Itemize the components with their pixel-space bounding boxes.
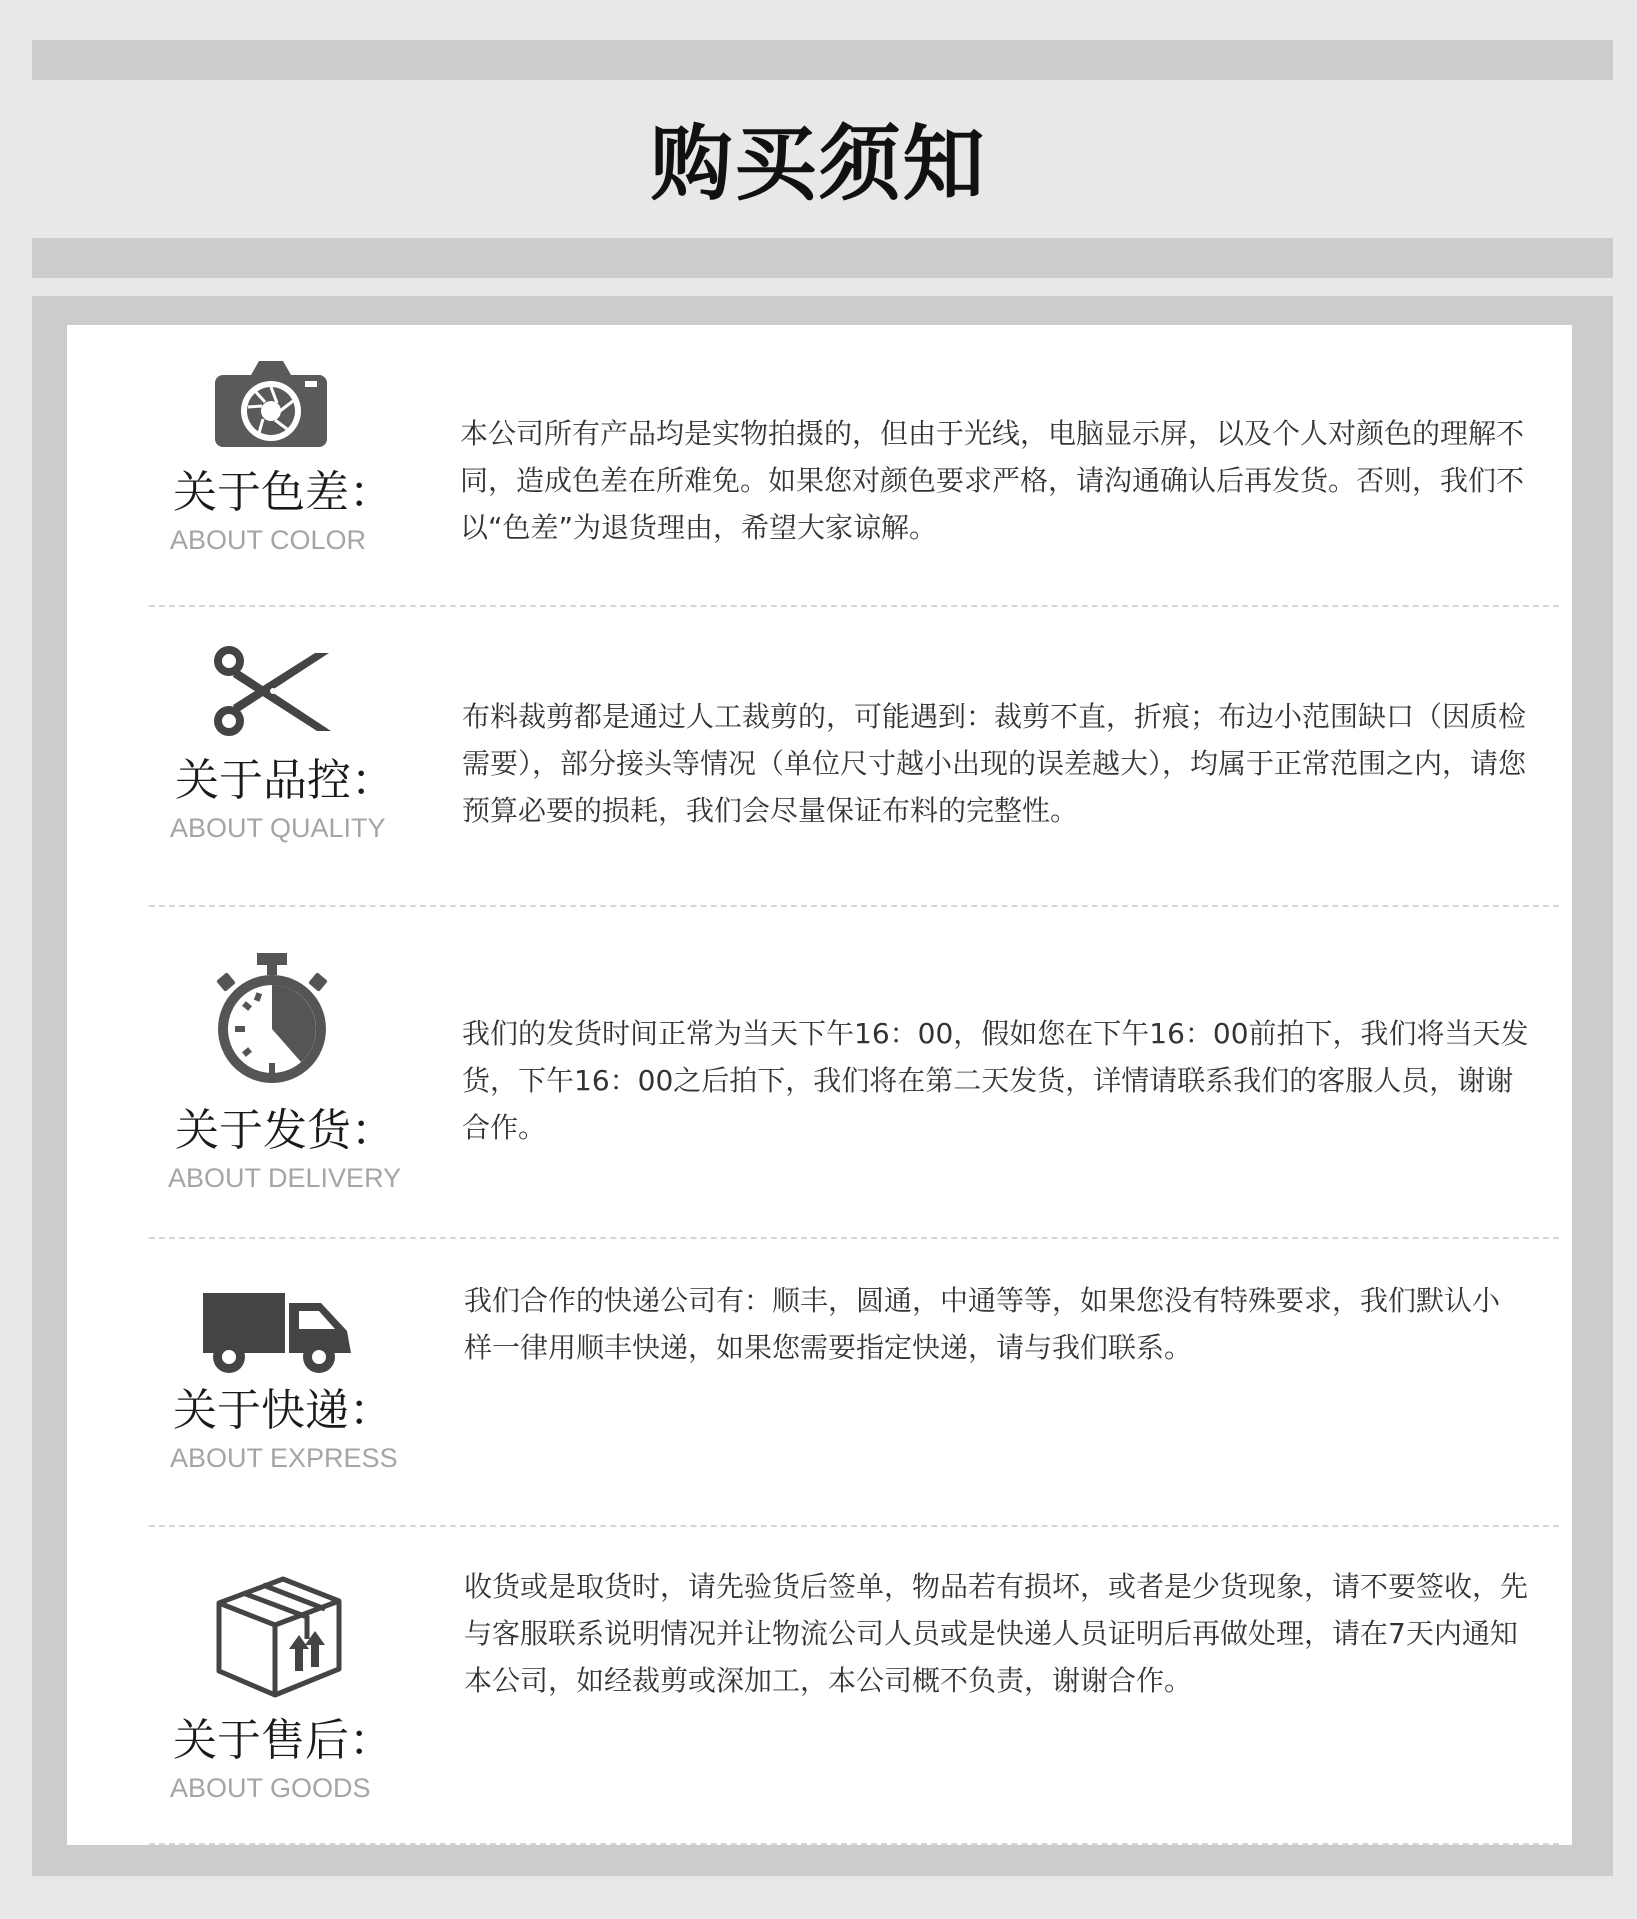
section-quality [67,607,1572,905]
section-text: 本公司所有产品均是实物拍摄的，但由于光线，电脑显示屏，以及个人对颜色的理解不同，造成色差在所难免。如果您对颜色要求严格，请沟通确认后再发货。否则，我们不以“色差”为退货理由，希望大家谅解。 [460,417,1525,544]
stopwatch-icon [213,953,331,1085]
section-title-en: ABOUT GOODS [170,1773,371,1803]
section-color [67,325,1572,605]
package-icon [213,1573,345,1699]
section-title-cn: 关于售后： [173,1715,393,1766]
section-title-cn: 关于快递： [173,1385,393,1436]
section-title-cn: 关于品控： [175,755,395,806]
top-divider-bar [32,40,1613,80]
section-title-cn: 关于色差： [173,467,393,518]
section-goods [67,1527,1572,1845]
section-title-cn: 关于发货： [175,1105,395,1156]
section-text: 收货或是取货时，请先验货后签单，物品若有损坏，或者是少货现象，请不要签收，先与客服联系说明情况并让物流公司人员或是快递人员证明后再做处理，请在7天内通知本公司，如经裁剪或深加工，本公司概不负责，谢谢合作。 [464,1570,1529,1697]
truck-icon [201,1289,353,1375]
section-title-en: ABOUT DELIVERY [168,1163,402,1193]
section-title-en: ABOUT COLOR [170,525,367,555]
section-text: 布料裁剪都是通过人工裁剪的，可能遇到：裁剪不直，折痕；布边小范围缺口（因质检需要），部分接头等情况（单位尺寸越小出现的误差越大），均属于正常范围之内，请您预算必要的损耗，我们会尽量保证布料的完整性。 [462,700,1527,827]
scissors-icon [213,645,333,737]
section-text: 我们的发货时间正常为当天下午16：00，假如您在下午16：00前拍下，我们将当天发货，下午16：00之后拍下，我们将在第二天发货，详情请联系我们的客服人员，谢谢合作。 [462,1017,1529,1144]
section-divider [149,1843,1559,1845]
section-text: 我们合作的快递公司有：顺丰，圆通，中通等等，如果您没有特殊要求，我们默认小样一律用顺丰快递，如果您需要指定快递，请与我们联系。 [464,1284,1501,1364]
page-title: 购买须知 [650,117,987,212]
notice-card [67,325,1572,1845]
camera-icon [213,357,329,449]
section-delivery [67,907,1572,1237]
section-title-en: ABOUT EXPRESS [170,1443,398,1473]
section-title-en: ABOUT QUALITY [170,813,386,843]
title-divider-bar [32,238,1613,278]
section-express [67,1239,1572,1525]
